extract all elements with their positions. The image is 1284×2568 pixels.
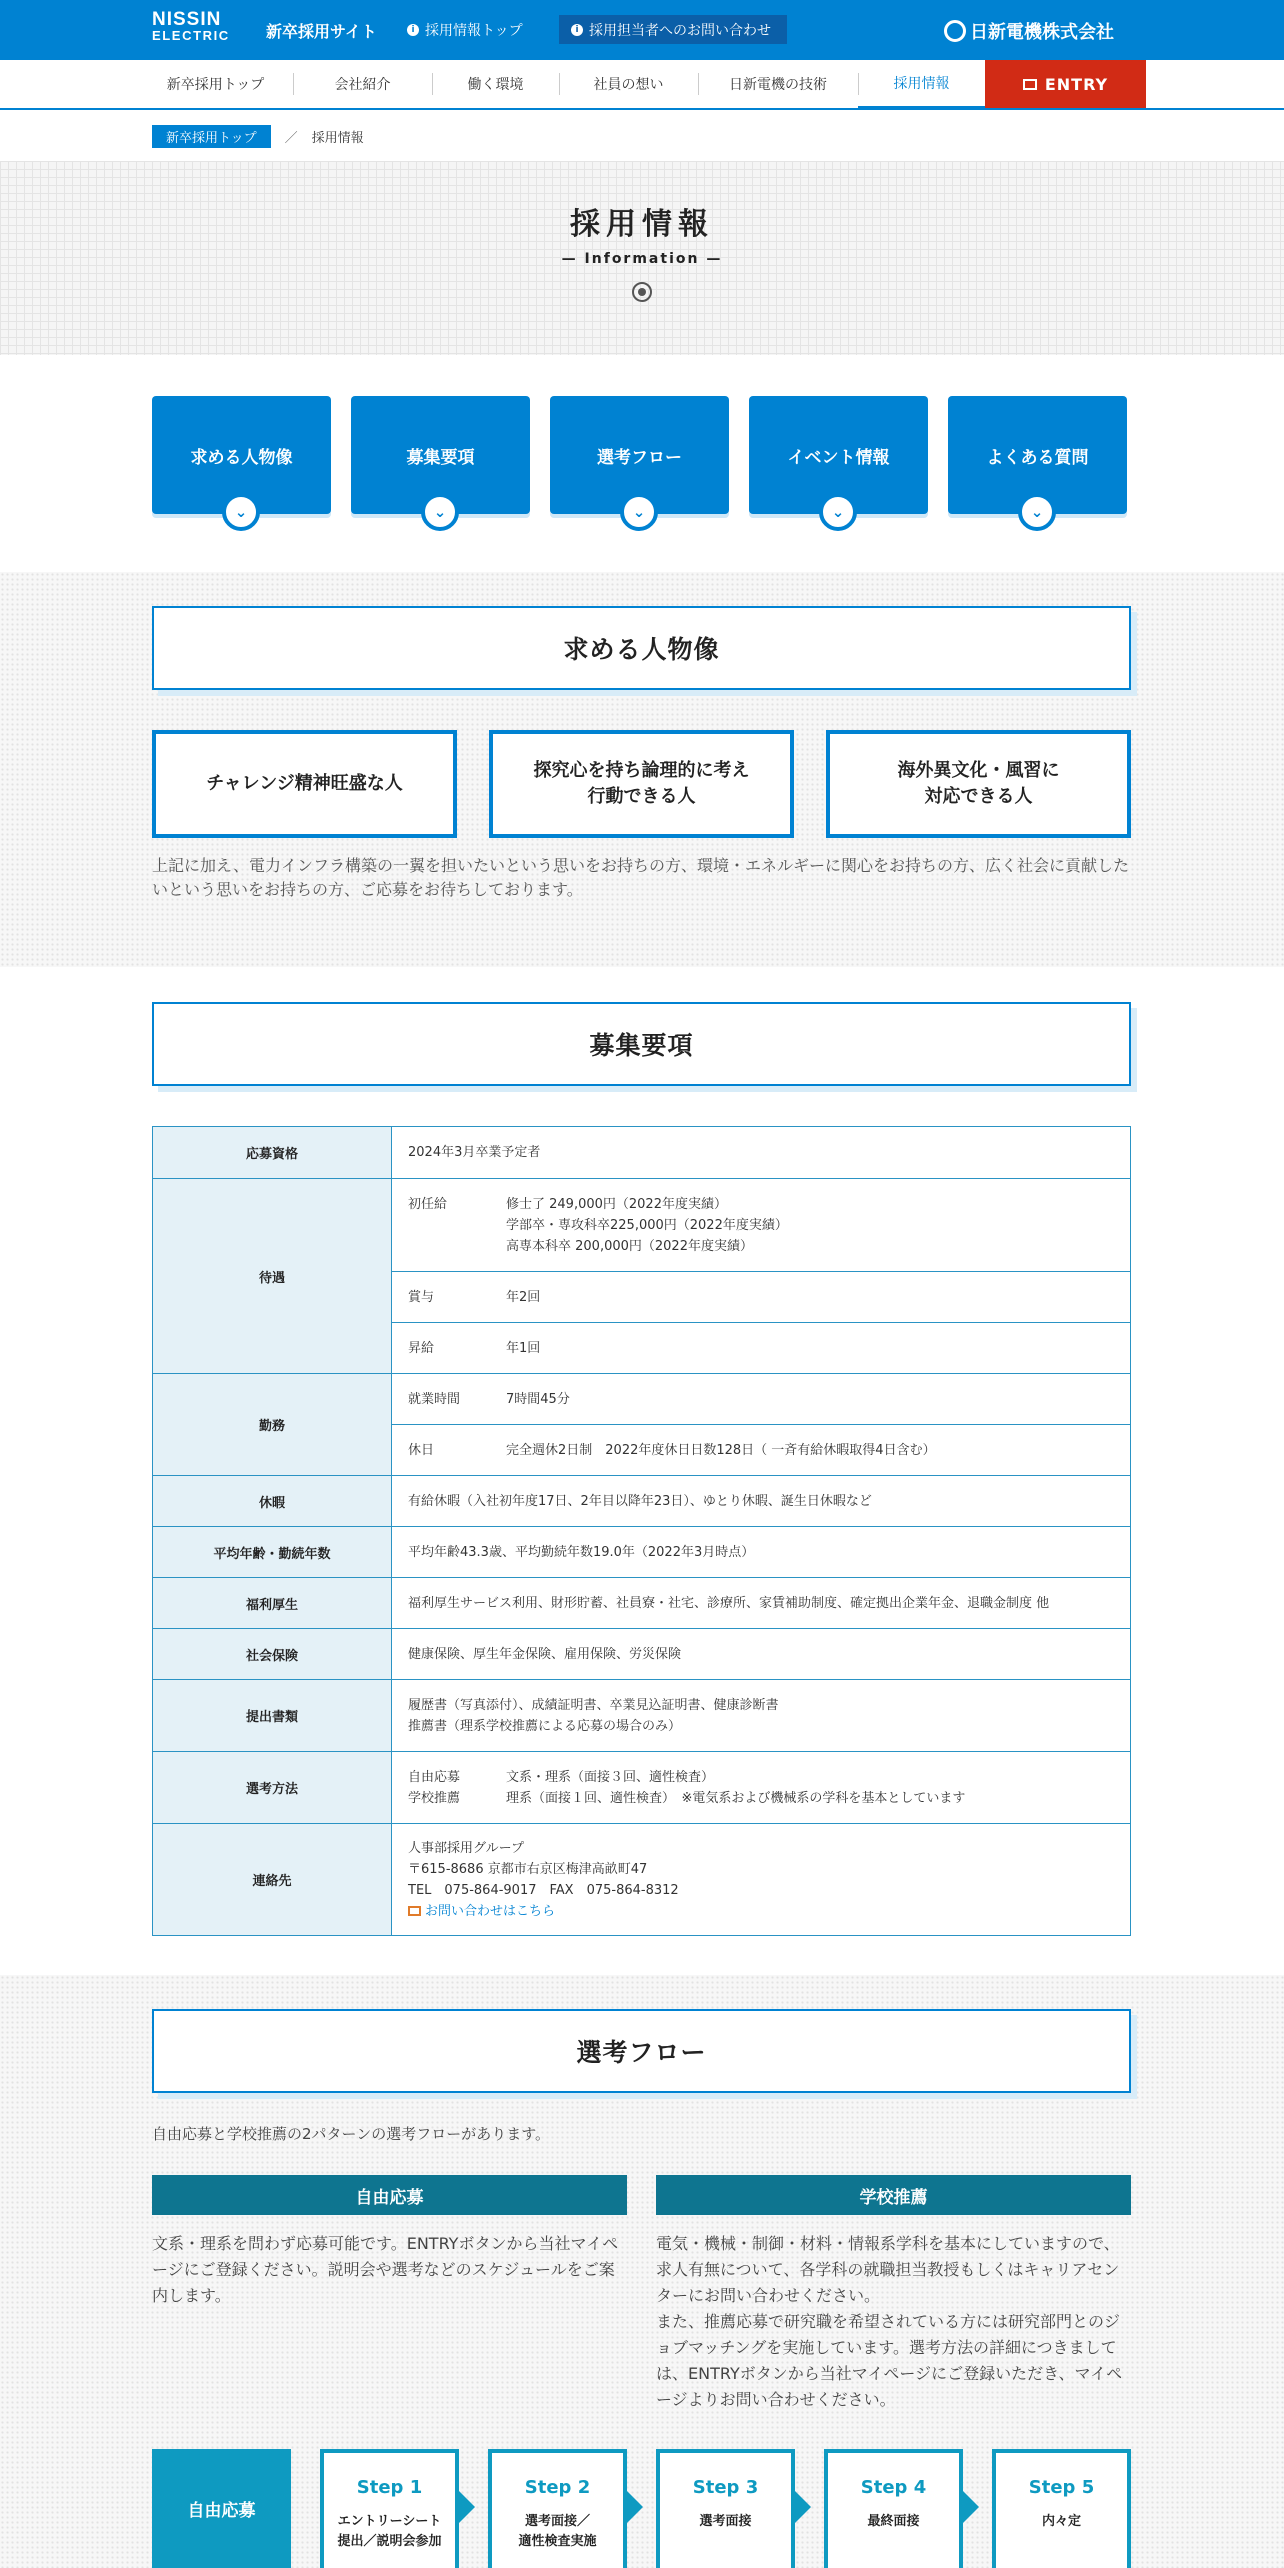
- corporate-name: 日新電機株式会社: [970, 22, 1114, 43]
- page-subtitle: — Information —: [561, 251, 723, 267]
- document-line: 履歴書（写真添付）、成績証明書、卒業見込証明書、健康診断書: [408, 1697, 779, 1713]
- sub-label: 自由応募: [408, 1769, 461, 1785]
- step-number: Step 5: [1028, 2477, 1095, 2498]
- chevron-down-icon: ⌄: [819, 493, 857, 531]
- row-value: 2024年3月卒業予定者: [392, 1127, 1131, 1179]
- persona-section: [0, 572, 1284, 967]
- contact-line: 〒615-8686 京都市右京区梅津高畝町47: [408, 1861, 648, 1877]
- header-bar: [0, 0, 1284, 60]
- sub-label: 休日: [408, 1442, 435, 1458]
- breadcrumb-separator: ／: [284, 131, 298, 146]
- free-application-text: 文系・理系を問わず応募可能です。ENTRYボタンから当社マイページにご登録ください。説明会や選考などのスケジュールをご案内します。: [152, 2234, 619, 2305]
- step-label: 提出／説明会参加: [337, 2534, 442, 2549]
- tab-events[interactable]: [749, 396, 928, 521]
- breadcrumb: [152, 125, 364, 148]
- breadcrumb-home[interactable]: 新卒採用トップ: [152, 125, 271, 148]
- table-row: [153, 1680, 1131, 1752]
- flow-section: [0, 1975, 1284, 2568]
- tab-flow-label: 選考フロー: [597, 447, 682, 468]
- row-value: [392, 1752, 1131, 1824]
- row-value: [392, 1680, 1131, 1752]
- arrow-right-icon: [459, 2491, 475, 2523]
- recruit-info-top-label: 採用情報トップ: [425, 23, 523, 39]
- section-tabs: [152, 396, 1132, 530]
- step-number: Step 4: [860, 2477, 927, 2498]
- trait-text: 行動できる人: [587, 786, 696, 807]
- row-value: [392, 1272, 1131, 1323]
- table-row: [153, 1374, 1131, 1425]
- sub-label: 初任給: [408, 1196, 448, 1212]
- persona-description: 上記に加え、電力インフラ構築の一翼を担いたいという思いをお持ちの方、環境・エネルギーに関心をお持ちの方、広く社会に貢献したいという思いをお持ちの方、ご応募をお待ちしております。: [152, 856, 1129, 899]
- mail-icon: [408, 1906, 421, 1916]
- entry-button[interactable]: [985, 60, 1146, 108]
- step-label: 選考面接／: [524, 2514, 590, 2529]
- info-icon: i: [407, 24, 419, 36]
- tab-flow[interactable]: [550, 396, 729, 521]
- contact-recruiter-label: 採用担当者へのお問い合わせ: [589, 22, 771, 39]
- step-label: 選考面接: [699, 2514, 752, 2529]
- site-name[interactable]: 新卒採用サイト: [266, 22, 377, 41]
- tab-faq-label: よくある質問: [986, 447, 1089, 468]
- nav-item-recruit-info[interactable]: 採用情報: [858, 60, 985, 110]
- row-value: 福利厚生サービス利用、財形貯蓄、社員寮・社宅、診療所、家賃補助制度、確定拠出企業年金、退職金制度 他: [392, 1578, 1131, 1629]
- chevron-down-icon: ⌄: [222, 493, 260, 531]
- corporate-mark-icon: [944, 20, 966, 42]
- trait-text: 対応できる人: [924, 786, 1033, 807]
- row-label: 平均年齢・勤続年数: [153, 1527, 392, 1578]
- trait-text: 探究心を持ち論理的に考え: [533, 760, 750, 781]
- requirements-table: [152, 1126, 1131, 1936]
- page-title: 採用情報: [570, 207, 714, 242]
- row-value: [392, 1179, 1131, 1272]
- table-row: [153, 1476, 1131, 1527]
- flow-step: [824, 2449, 963, 2568]
- recruit-info-top-link[interactable]: [407, 20, 523, 40]
- flow-route-label: 自由応募: [152, 2449, 291, 2568]
- step-label: 内々定: [1041, 2514, 1081, 2529]
- nav-item-employees[interactable]: 社員の想い: [559, 60, 698, 108]
- requirements-heading: 募集要項: [152, 1002, 1131, 1086]
- row-label: 社会保険: [153, 1629, 392, 1680]
- row-value: [392, 1824, 1131, 1936]
- contact-link-label: お問い合わせはこちら: [425, 1903, 556, 1919]
- table-row: [153, 1824, 1131, 1936]
- table-row: [153, 1179, 1131, 1272]
- tab-requirements[interactable]: [351, 396, 530, 521]
- row-label: 選考方法: [153, 1752, 392, 1824]
- table-row: [153, 1527, 1131, 1578]
- step-number: Step 3: [692, 2477, 759, 2498]
- trait-card: [826, 730, 1131, 838]
- sub-label: 賞与: [408, 1289, 435, 1305]
- table-row: [153, 1127, 1131, 1179]
- step-label: 最終面接: [867, 2514, 920, 2529]
- entry-icon: [1023, 79, 1037, 90]
- flow-step: [656, 2449, 795, 2568]
- row-label: 応募資格: [153, 1127, 392, 1179]
- sub-value: 文系・理系（面接３回、適性検査）: [506, 1769, 715, 1785]
- arrow-right-icon: [795, 2491, 811, 2523]
- document-line: 推薦書（理系学校推薦による応募の場合のみ）: [408, 1718, 682, 1734]
- tab-persona-label: 求める人物像: [190, 447, 293, 468]
- nav-item-company[interactable]: 会社紹介: [293, 60, 432, 108]
- contact-link[interactable]: [408, 1901, 1114, 1922]
- flow-step: [992, 2449, 1131, 2568]
- sub-label: 学校推薦: [408, 1790, 461, 1806]
- row-label: 待遇: [153, 1179, 392, 1374]
- step-number: Step 1: [356, 2477, 423, 2498]
- mail-icon: i: [571, 24, 583, 36]
- row-value: 健康保険、厚生年金保険、雇用保険、労災保険: [392, 1629, 1131, 1680]
- table-row: [153, 1752, 1131, 1824]
- step-label: 適性検査実施: [518, 2534, 597, 2549]
- tab-persona[interactable]: [152, 396, 331, 521]
- arrow-right-icon: [963, 2491, 979, 2523]
- tab-events-label: イベント情報: [787, 447, 890, 468]
- page-hero: [0, 161, 1284, 355]
- sub-value: 年2回: [506, 1289, 541, 1305]
- row-label: 連絡先: [153, 1824, 392, 1936]
- contact-recruiter-button[interactable]: [559, 15, 787, 44]
- school-recommendation-text: [656, 2231, 1131, 2413]
- table-row: [153, 1629, 1131, 1680]
- step-label: エントリーシート: [337, 2514, 442, 2529]
- salary-line: 学部卒・専攻科卒225,000円（2022年度実績）: [506, 1217, 788, 1233]
- entry-label: ENTRY: [1044, 74, 1109, 94]
- row-label: 福利厚生: [153, 1578, 392, 1629]
- chevron-down-icon: ⌄: [1018, 493, 1056, 531]
- flow-step: [488, 2449, 627, 2568]
- sub-value: 完全週休2日制 2022年度休日日数128日（ 一斉有給休暇取得4日含む）: [506, 1442, 936, 1458]
- trait-card: [152, 730, 457, 838]
- logo-line-1: NISSIN: [152, 9, 222, 30]
- contact-line: TEL 075-864-9017 FAX 075-864-8312: [408, 1882, 679, 1898]
- persona-heading: 求める人物像: [152, 606, 1131, 690]
- flow-heading: 選考フロー: [152, 2009, 1131, 2093]
- scroll-down-icon: [632, 282, 652, 302]
- corporate-logo[interactable]: [944, 18, 1114, 44]
- row-label: 休暇: [153, 1476, 392, 1527]
- school-recommendation-heading: 学校推薦: [656, 2175, 1131, 2215]
- row-value: [392, 1323, 1131, 1374]
- school-text-paragraph: 電気・機械・制御・材料・情報系学科を基本にしていますので、求人有無について、各学科の就職担当教授もしくはキャリアセンターにお問い合わせください。: [656, 2234, 1120, 2305]
- row-value: [392, 1374, 1131, 1425]
- step-number: Step 2: [524, 2477, 591, 2498]
- arrow-right-icon: [627, 2491, 643, 2523]
- trait-text: チャレンジ精神旺盛な人: [206, 773, 403, 794]
- salary-line: 修士了 249,000円（2022年度実績）: [506, 1196, 727, 1212]
- salary-line: 高専本科卒 200,000円（2022年度実績）: [506, 1238, 753, 1254]
- sub-value: 年1回: [506, 1340, 541, 1356]
- chevron-down-icon: ⌄: [620, 493, 658, 531]
- sub-value: 7時間45分: [506, 1391, 570, 1407]
- trait-card: [489, 730, 794, 838]
- table-row: [153, 1578, 1131, 1629]
- sub-label: 昇給: [408, 1340, 435, 1356]
- flow-lead: 自由応募と学校推薦の2パターンの選考フローがあります。: [152, 2125, 551, 2143]
- breadcrumb-current: 採用情報: [311, 131, 364, 146]
- tab-faq[interactable]: [948, 396, 1127, 521]
- row-value: [392, 1425, 1131, 1476]
- nissin-logo[interactable]: [152, 9, 230, 44]
- school-text-paragraph: また、推薦応募で研究職を希望されている方には研究部門とのジョブマッチングを実施しています。選考方法の詳細につきましては、ENTRYボタンから当社マイページにご登録いただき、マイページよりお問い合わせください。: [656, 2312, 1123, 2409]
- row-label: 提出書類: [153, 1680, 392, 1752]
- logo-line-2: ELECTRIC: [152, 28, 230, 43]
- chevron-down-icon: ⌄: [421, 493, 459, 531]
- row-label: 勤務: [153, 1374, 392, 1476]
- sub-value: 理系（面接１回、適性検査） ※電気系および機械系の学科を基本としています: [506, 1790, 966, 1806]
- nav-item-technology[interactable]: 日新電機の技術: [698, 60, 858, 108]
- sub-label: 就業時間: [408, 1391, 461, 1407]
- flow-step: [320, 2449, 459, 2568]
- contact-line: 人事部採用グループ: [408, 1840, 524, 1856]
- nav-item-top[interactable]: 新卒採用トップ: [166, 77, 265, 93]
- row-value: 平均年齢43.3歳、平均勤続年数19.0年（2022年3月時点）: [392, 1527, 1131, 1578]
- nav-item-environment[interactable]: 働く環境: [432, 60, 559, 108]
- tab-requirements-label: 募集要項: [406, 447, 475, 468]
- free-application-heading: 自由応募: [152, 2175, 627, 2215]
- row-value: 有給休暇（入社初年度17日、2年目以降年23日）、ゆとり休暇、誕生日休暇など: [392, 1476, 1131, 1527]
- global-nav: [0, 60, 1284, 110]
- trait-text: 海外異文化・風習に: [897, 760, 1060, 781]
